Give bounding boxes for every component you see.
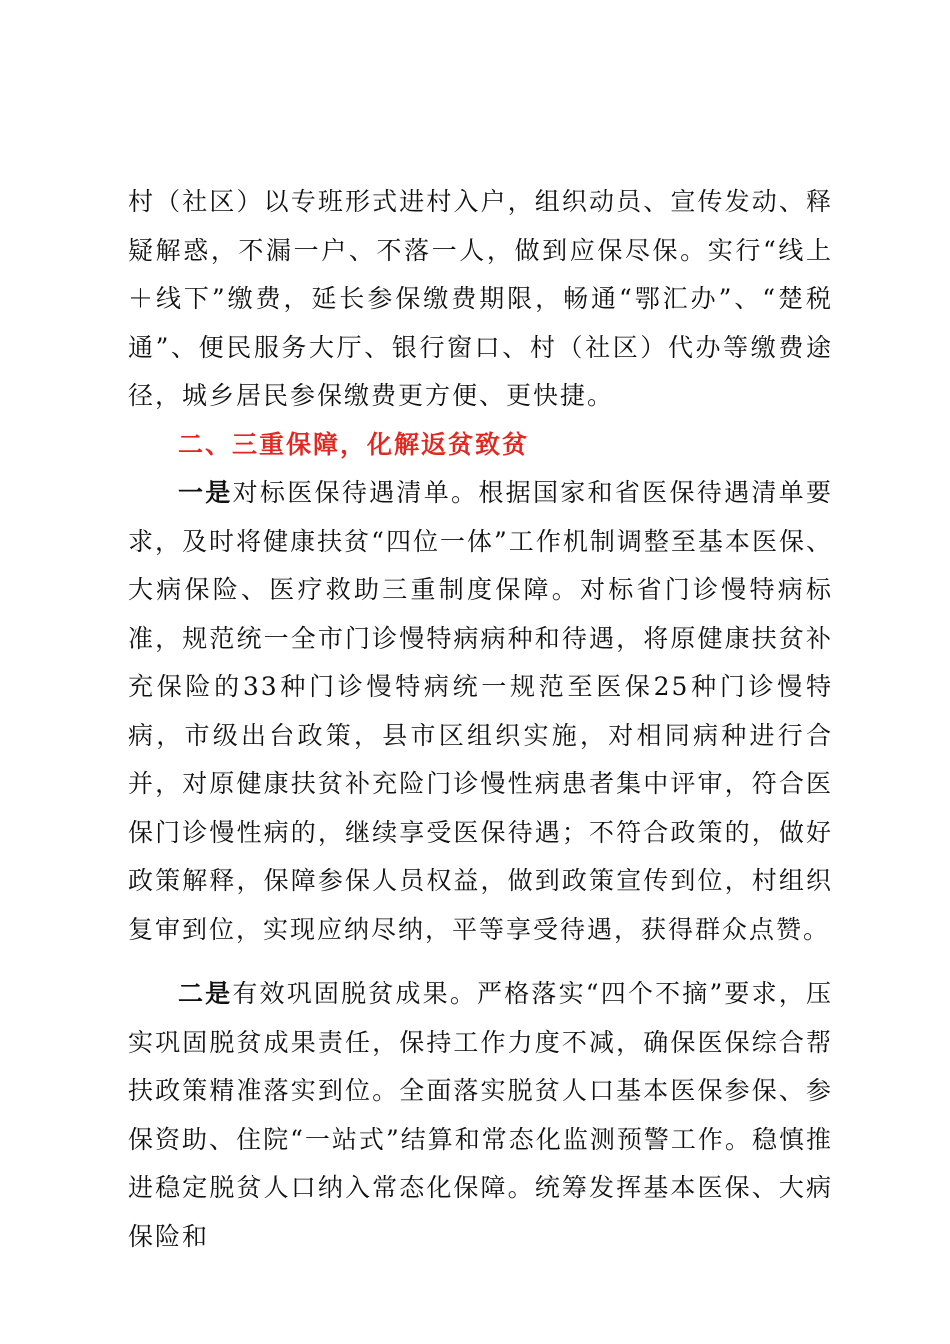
item-1-lead: 一是 bbox=[178, 478, 233, 507]
paragraph-item-2 bbox=[128, 970, 833, 1261]
item-2-text: 有效巩固脱贫成果。严格落实“四个不摘”要求，压实巩固脱贫成果责任，保持工作力度不减，确保医保综合帮扶政策精准落实到位。全面落实脱贫人口基本医保参保、参保资助、住院“一站式”结算和常态化监测预警工作。稳慎推进稳定脱贫人口纳入常态化保障。统筹发挥基本医保、大病保险和 bbox=[128, 979, 833, 1251]
paragraph-item-1 bbox=[128, 469, 833, 954]
section-heading: 二、三重保障，化解返贫致贫 bbox=[178, 429, 530, 459]
document-body bbox=[128, 178, 833, 1261]
paragraph-continuation: 村（社区）以专班形式进村入户，组织动员、宣传发动、释疑解惑，不漏一户、不落一人，做到应保尽保。实行“线上＋线下”缴费，延长参保缴费期限，畅通“鄂汇办”、“楚税通”、便民服务大厅、银行窗口、村（社区）代办等缴费途径，城乡居民参保缴费更方便、更快捷。 bbox=[128, 187, 833, 410]
item-1-text: 对标医保待遇清单。根据国家和省医保待遇清单要求，及时将健康扶贫“四位一体”工作机制调整至基本医保、大病保险、医疗救助三重制度保障。对标省门诊慢特病标准，规范统一全市门诊慢特病病种和待遇，将原健康扶贫补充保险的33种门诊慢特病统一规范至医保25种门诊慢特病，市级出台政策，县市区组织实施，对相同病种进行合并，对原健康扶贫补充险门诊慢性病患者集中评审，符合医保门诊慢性病的，继续享受医保待遇；不符合政策的，做好政策解释，保障参保人员权益，做到政策宣传到位，村组织复审到位，实现应纳尽纳，平等享受待遇，获得群众点赞。 bbox=[128, 478, 833, 944]
item-2-lead: 二是 bbox=[178, 979, 233, 1008]
